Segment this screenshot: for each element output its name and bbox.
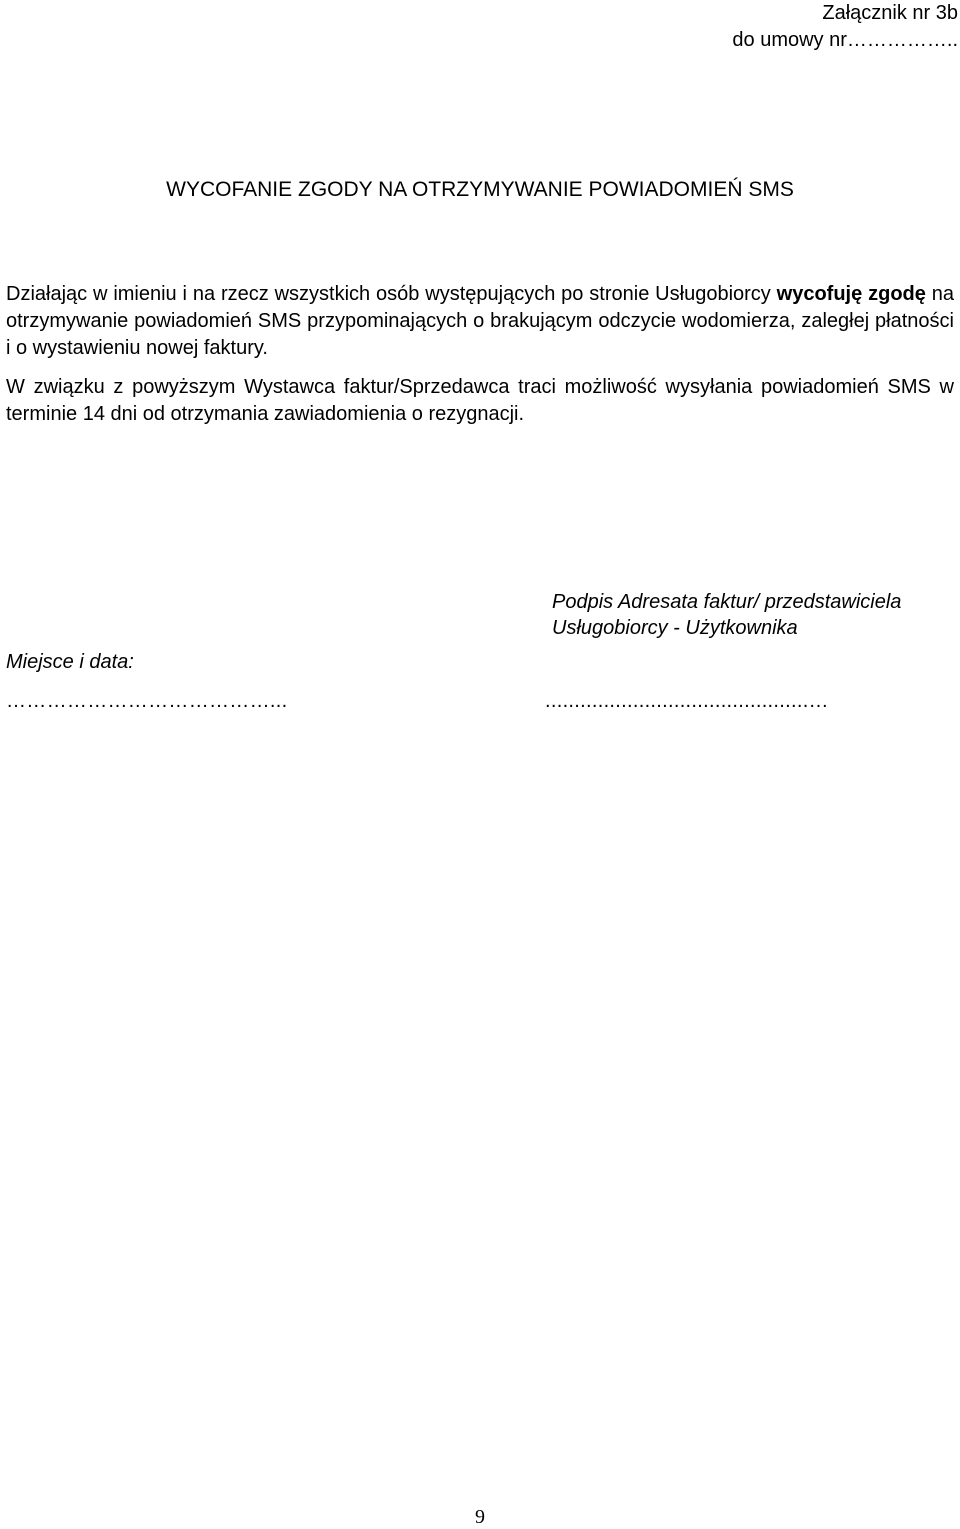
annex-header <box>732 0 958 54</box>
paragraph-intro: Działając w imieniu i na rzecz wszystkich osób występujących po stronie Usługobiorcy <box>6 283 777 305</box>
signature-caption-line2: Usługobiorcy - Użytkownika <box>552 617 798 639</box>
withdrawal-statement: wycofuję zgodę <box>776 283 926 305</box>
paragraph-rest: na otrzymywanie powiadomień SMS przypominających o brakującym odczycie wodomierza, zaległej płatności i o wystawieniu nowej faktury. <box>6 283 954 359</box>
place-date-field[interactable]: …………………………………... <box>6 690 288 712</box>
consent-withdrawal-paragraph <box>6 281 954 362</box>
contract-reference: do umowy nr…………….. <box>732 29 958 51</box>
document-title: WYCOFANIE ZGODY NA OTRZYMYWANIE POWIADOMIEŃ SMS <box>166 178 794 201</box>
annex-number: Załącznik nr 3b <box>822 2 958 24</box>
consequence-paragraph: W związku z powyższym Wystawca faktur/Sprzedawca traci możliwość wysyłania powiadomień SMS w terminie 14 dni od otrzymania zawiadomienia o rezygnacji. <box>6 376 954 425</box>
signature-field[interactable]: .............................................… <box>545 690 829 712</box>
signature-caption-line1: Podpis Adresata faktur/ przedstawiciela <box>552 591 902 613</box>
signature-caption <box>552 589 901 641</box>
page-number: 9 <box>475 1506 485 1528</box>
place-date-label: Miejsce i data: <box>6 651 134 673</box>
